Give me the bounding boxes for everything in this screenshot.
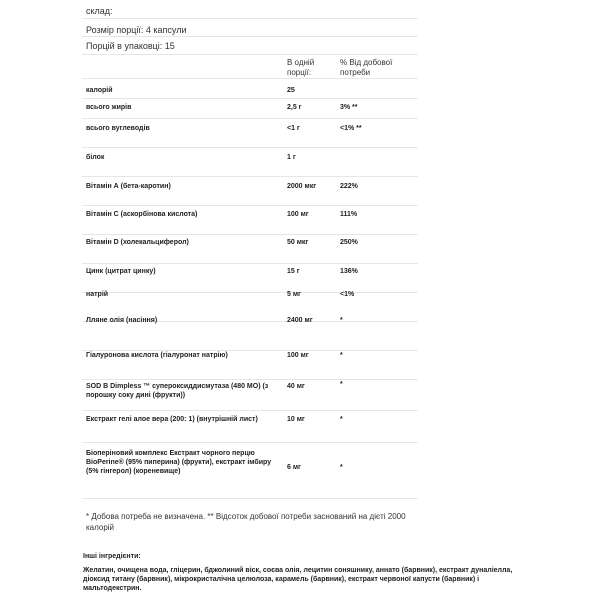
nutrient-name: Біоперіновий комплекс Екстракт чорного перцю BioPerine® (95% пиперина) (фрукти), екстракт імбиру (5% гінгерол) (кореневище) <box>86 450 272 475</box>
nutrient-dv: * <box>340 317 343 324</box>
footnote: * Добова потреба не визначена. ** Відсоток добової потреби заснований на дієті 2000 калорій <box>86 512 406 532</box>
table-row <box>82 317 418 351</box>
nutrient-amount: 15 г <box>287 268 300 275</box>
nutrient-name: Гіалуронова кислота (гіалуронат натрію) <box>86 352 228 359</box>
nutrient-amount: <1 г <box>287 125 300 132</box>
nutrient-name: Лляне олія (насіння) <box>86 317 158 324</box>
nutrient-amount: 40 мг <box>287 383 305 390</box>
nutrient-dv: <1% <box>340 291 355 298</box>
table-row <box>82 79 418 99</box>
nutrient-name: Вітамін D (холекальциферол) <box>86 239 189 246</box>
col-daily-value: % Від добової потреби <box>340 58 393 77</box>
nutrient-dv: 3% ** <box>340 104 358 111</box>
nutrient-name: Цинк (цитрат цинку) <box>86 268 156 275</box>
composition-row <box>82 0 418 19</box>
nutrient-amount: 100 мг <box>287 211 309 218</box>
servings-per-container: Порцій в упаковці: 15 <box>86 41 175 51</box>
table-row <box>82 235 418 264</box>
nutrient-dv: 136% <box>340 268 358 275</box>
nutrient-name: всього жирів <box>86 104 132 111</box>
other-ingredients-text: Желатин, очищена вода, гліцерин, бджолиний віск, соєва олія, лецитин соняшнику, аннато (барвник), екстракт дуналіелла, діоксид титану (барвник), мікрокристалічна целюлоза, карамель (барвник), екстракт червоної капусти (барвник) і мальтодекстрин. <box>83 567 513 592</box>
nutrient-amount: 2400 мг <box>287 317 313 324</box>
nutrient-name: Екстракт гелі алое вера (200: 1) (внутрішній лист) <box>86 416 258 423</box>
table-row <box>82 443 418 499</box>
other-ingredients-title: Інші інгредієнти: <box>83 553 141 560</box>
nutrient-amount: 5 мг <box>287 291 301 298</box>
nutrient-dv: * <box>340 381 343 388</box>
nutrient-dv: 111% <box>340 211 358 218</box>
nutrient-amount: 2,5 г <box>287 104 302 111</box>
table-row <box>82 411 418 443</box>
servings-row <box>82 36 418 55</box>
nutrient-name: всього вуглеводів <box>86 125 150 132</box>
nutrient-amount: 25 <box>287 87 295 94</box>
nutrient-dv: * <box>340 464 343 471</box>
serving-size-row <box>82 18 418 37</box>
nutrient-name: Вітамін C (аскорбінова кислота) <box>86 211 198 218</box>
table-row <box>82 99 418 119</box>
nutrient-dv: 250% <box>340 239 358 246</box>
nutrient-name: SOD B Dimpless ™ супероксиддисмутаза (480 МО) (з порошку соку дині (фрукти)) <box>86 383 269 399</box>
serving-size: Розмір порції: 4 капсули <box>86 25 187 35</box>
table-row <box>82 206 418 235</box>
col-per-serving: В одній порції: <box>287 58 315 77</box>
nutrient-amount: 2000 мкг <box>287 183 317 190</box>
nutrient-name: Вітамін А (бета-каротин) <box>86 183 171 190</box>
nutrient-dv: * <box>340 352 343 359</box>
column-header-row <box>82 54 418 79</box>
table-row <box>82 148 418 177</box>
nutrient-name: натрій <box>86 291 109 298</box>
nutrient-dv: <1% ** <box>340 125 362 132</box>
nutrient-dv: * <box>340 416 343 423</box>
nutrient-amount: 50 мкг <box>287 239 309 246</box>
nutrient-name: калорій <box>86 87 113 94</box>
composition-label: склад: <box>86 6 113 16</box>
supplement-facts-table <box>82 0 418 532</box>
nutrient-amount: 1 г <box>287 154 296 161</box>
nutrient-amount: 10 мг <box>287 416 305 423</box>
table-row <box>82 264 418 293</box>
nutrient-dv: 222% <box>340 183 358 190</box>
nutrient-name: білок <box>86 154 105 161</box>
table-row <box>82 380 418 411</box>
table-row <box>82 177 418 206</box>
nutrient-amount: 100 мг <box>287 352 309 359</box>
table-row <box>82 119 418 148</box>
table-row <box>82 351 418 380</box>
nutrient-amount: 6 мг <box>287 464 301 471</box>
